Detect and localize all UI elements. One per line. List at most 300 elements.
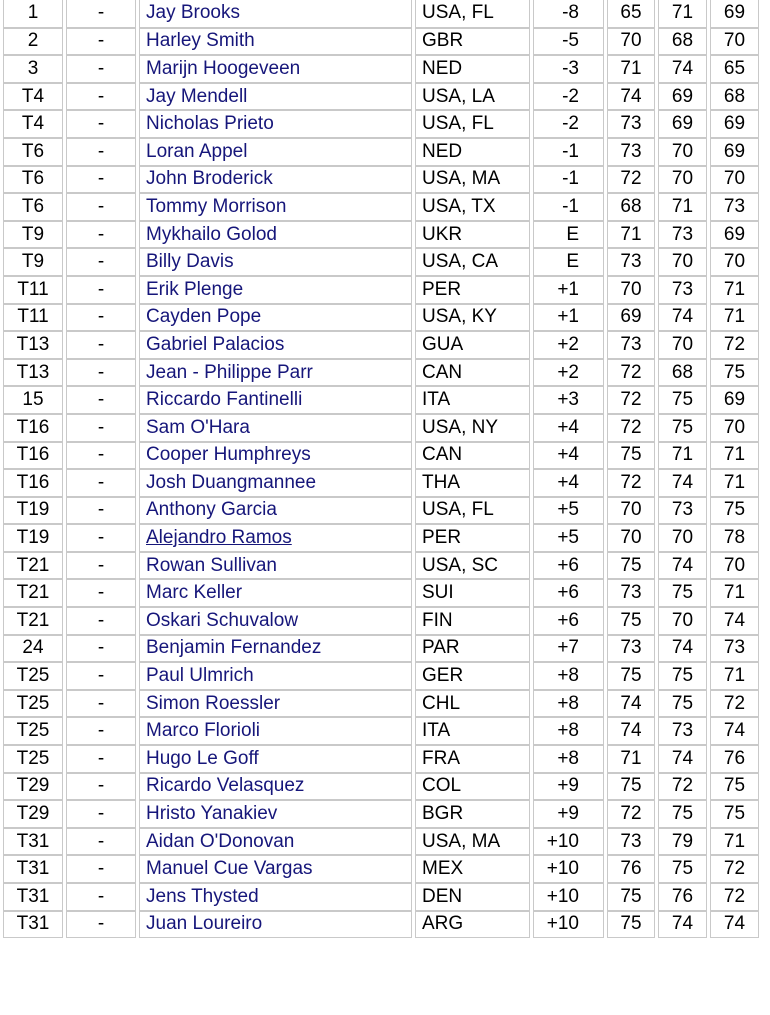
player-name-link[interactable]: Hugo Le Goff (146, 747, 259, 769)
round2-score-cell: 74 (658, 911, 707, 939)
country-cell: USA, KY (415, 304, 530, 332)
round2-score-cell: 74 (658, 304, 707, 332)
movement-cell: - (66, 690, 136, 718)
round2-score-cell: 70 (658, 166, 707, 194)
position-cell: T25 (3, 662, 63, 690)
round2-score-cell: 68 (658, 28, 707, 56)
position-cell: T13 (3, 359, 63, 387)
round2-score-cell: 75 (658, 662, 707, 690)
round2-score-cell: 74 (658, 469, 707, 497)
player-name-cell[interactable] (139, 276, 412, 304)
table-row (3, 773, 759, 801)
round2-score-cell: 73 (658, 221, 707, 249)
player-name-cell[interactable] (139, 110, 412, 138)
country-cell: BGR (415, 800, 530, 828)
table-row (3, 28, 759, 56)
table-row (3, 883, 759, 911)
table-row (3, 552, 759, 580)
table-row (3, 248, 759, 276)
round1-score-cell: 72 (607, 414, 655, 442)
round2-score-cell: 69 (658, 83, 707, 111)
player-name-link[interactable]: Aidan O'Donovan (146, 830, 295, 852)
player-name-link[interactable]: Alejandro Ramos (146, 527, 292, 549)
round2-score-cell: 74 (658, 552, 707, 580)
player-name-link[interactable]: Billy Davis (146, 251, 234, 273)
round2-score-cell: 70 (658, 248, 707, 276)
country-cell: USA, FL (415, 0, 530, 28)
player-name-link[interactable]: Mykhailo Golod (146, 223, 277, 245)
player-name-cell[interactable] (139, 717, 412, 745)
movement-cell: - (66, 883, 136, 911)
movement-cell: - (66, 304, 136, 332)
table-row (3, 662, 759, 690)
movement-cell: - (66, 442, 136, 470)
player-name-link[interactable]: Marc Keller (146, 582, 243, 604)
position-cell: 2 (3, 28, 63, 56)
player-name-link[interactable]: Ricardo Velasquez (146, 775, 305, 797)
player-name-cell[interactable] (139, 883, 412, 911)
position-cell: T19 (3, 497, 63, 525)
movement-cell: - (66, 166, 136, 194)
round1-score-cell: 69 (607, 304, 655, 332)
player-name-cell[interactable] (139, 331, 412, 359)
position-cell: T21 (3, 552, 63, 580)
table-row (3, 55, 759, 83)
position-cell: T31 (3, 855, 63, 883)
table-row (3, 497, 759, 525)
table-row (3, 138, 759, 166)
round3-score-cell: 73 (710, 193, 759, 221)
table-row (3, 166, 759, 194)
movement-cell: - (66, 276, 136, 304)
round3-score-cell: 76 (710, 745, 759, 773)
table-row (3, 414, 759, 442)
movement-cell: - (66, 911, 136, 939)
round3-score-cell: 71 (710, 276, 759, 304)
table-row (3, 911, 759, 939)
round2-score-cell: 74 (658, 635, 707, 663)
movement-cell: - (66, 717, 136, 745)
position-cell: T9 (3, 221, 63, 249)
total-to-par-cell: +8 (533, 717, 604, 745)
round3-score-cell: 74 (710, 911, 759, 939)
player-name-link[interactable]: Jean - Philippe Parr (146, 361, 313, 383)
player-name-link[interactable]: Harley Smith (146, 30, 255, 52)
round1-score-cell: 73 (607, 110, 655, 138)
round2-score-cell: 71 (658, 442, 707, 470)
player-name-cell[interactable] (139, 662, 412, 690)
total-to-par-cell: +4 (533, 414, 604, 442)
player-name-link[interactable]: Marco Florioli (146, 720, 261, 742)
round1-score-cell: 75 (607, 607, 655, 635)
country-cell: GBR (415, 28, 530, 56)
round1-score-cell: 73 (607, 828, 655, 856)
movement-cell: - (66, 193, 136, 221)
player-name-cell[interactable] (139, 690, 412, 718)
player-name-cell[interactable] (139, 469, 412, 497)
player-name-link[interactable]: Loran Appel (146, 140, 248, 162)
round3-score-cell: 72 (710, 331, 759, 359)
player-name-cell[interactable] (139, 55, 412, 83)
round3-score-cell: 69 (710, 386, 759, 414)
total-to-par-cell: +9 (533, 773, 604, 801)
round1-score-cell: 73 (607, 331, 655, 359)
player-name-link[interactable]: Jay Mendell (146, 85, 248, 107)
movement-cell: - (66, 28, 136, 56)
round1-score-cell: 71 (607, 745, 655, 773)
round2-score-cell: 79 (658, 828, 707, 856)
round2-score-cell: 69 (658, 110, 707, 138)
player-name-link[interactable]: Hristo Yanakiev (146, 803, 278, 825)
position-cell: T31 (3, 828, 63, 856)
country-cell: SUI (415, 579, 530, 607)
player-name-link[interactable]: Gabriel Palacios (146, 333, 285, 355)
table-row (3, 828, 759, 856)
movement-cell: - (66, 773, 136, 801)
total-to-par-cell: +4 (533, 442, 604, 470)
round1-score-cell: 68 (607, 193, 655, 221)
player-name-link[interactable]: Riccardo Fantinelli (146, 389, 303, 411)
player-name-link[interactable]: Jay Brooks (146, 2, 240, 24)
country-cell: COL (415, 773, 530, 801)
position-cell: T16 (3, 414, 63, 442)
player-name-link[interactable]: Juan Loureiro (146, 913, 263, 935)
movement-cell: - (66, 0, 136, 28)
round1-score-cell: 73 (607, 579, 655, 607)
movement-cell: - (66, 524, 136, 552)
position-cell: T21 (3, 579, 63, 607)
total-to-par-cell: -1 (533, 166, 604, 194)
player-name-cell[interactable] (139, 442, 412, 470)
position-cell: T29 (3, 800, 63, 828)
movement-cell: - (66, 635, 136, 663)
round2-score-cell: 73 (658, 717, 707, 745)
player-name-cell[interactable] (139, 635, 412, 663)
total-to-par-cell: -1 (533, 138, 604, 166)
table-row (3, 442, 759, 470)
round2-score-cell: 70 (658, 138, 707, 166)
round1-score-cell: 70 (607, 497, 655, 525)
country-cell: GUA (415, 331, 530, 359)
round3-score-cell: 70 (710, 414, 759, 442)
table-row (3, 800, 759, 828)
leaderboard-body (3, 0, 759, 938)
total-to-par-cell: +7 (533, 635, 604, 663)
player-name-link[interactable]: Anthony Garcia (146, 499, 277, 521)
round1-score-cell: 72 (607, 800, 655, 828)
position-cell: 24 (3, 635, 63, 663)
table-row (3, 745, 759, 773)
round2-score-cell: 71 (658, 193, 707, 221)
round1-score-cell: 72 (607, 359, 655, 387)
player-name-link[interactable]: Oskari Schuvalow (146, 609, 299, 631)
movement-cell: - (66, 800, 136, 828)
position-cell: T16 (3, 442, 63, 470)
round3-score-cell: 69 (710, 138, 759, 166)
player-name-cell[interactable] (139, 166, 412, 194)
player-name-cell[interactable] (139, 221, 412, 249)
round3-score-cell: 72 (710, 855, 759, 883)
player-name-link[interactable]: Tommy Morrison (146, 195, 287, 217)
round2-score-cell: 75 (658, 800, 707, 828)
round1-score-cell: 72 (607, 469, 655, 497)
country-cell: USA, FL (415, 497, 530, 525)
round1-score-cell: 72 (607, 166, 655, 194)
movement-cell: - (66, 579, 136, 607)
movement-cell: - (66, 221, 136, 249)
country-cell: USA, MA (415, 828, 530, 856)
country-cell: CAN (415, 359, 530, 387)
player-name-cell[interactable] (139, 800, 412, 828)
total-to-par-cell: +4 (533, 469, 604, 497)
total-to-par-cell: +8 (533, 690, 604, 718)
movement-cell: - (66, 855, 136, 883)
round3-score-cell: 72 (710, 883, 759, 911)
total-to-par-cell: -2 (533, 83, 604, 111)
total-to-par-cell: +6 (533, 607, 604, 635)
table-row (3, 855, 759, 883)
round3-score-cell: 72 (710, 690, 759, 718)
country-cell: NED (415, 55, 530, 83)
table-row (3, 717, 759, 745)
total-to-par-cell: E (533, 248, 604, 276)
total-to-par-cell: +1 (533, 304, 604, 332)
player-name-link[interactable]: Paul Ulmrich (146, 665, 254, 687)
country-cell: ITA (415, 386, 530, 414)
round3-score-cell: 75 (710, 800, 759, 828)
total-to-par-cell: +9 (533, 800, 604, 828)
table-row (3, 276, 759, 304)
round3-score-cell: 75 (710, 359, 759, 387)
round3-score-cell: 65 (710, 55, 759, 83)
round1-score-cell: 74 (607, 690, 655, 718)
total-to-par-cell: +2 (533, 331, 604, 359)
player-name-link[interactable]: Benjamin Fernandez (146, 637, 322, 659)
movement-cell: - (66, 359, 136, 387)
country-cell: ARG (415, 911, 530, 939)
round3-score-cell: 71 (710, 579, 759, 607)
round3-score-cell: 68 (710, 83, 759, 111)
player-name-cell[interactable] (139, 745, 412, 773)
table-row (3, 579, 759, 607)
table-row (3, 690, 759, 718)
total-to-par-cell: +8 (533, 745, 604, 773)
table-row (3, 386, 759, 414)
position-cell: T11 (3, 304, 63, 332)
total-to-par-cell: +3 (533, 386, 604, 414)
position-cell: T29 (3, 773, 63, 801)
round3-score-cell: 71 (710, 469, 759, 497)
table-row (3, 607, 759, 635)
total-to-par-cell: -2 (533, 110, 604, 138)
round1-score-cell: 70 (607, 276, 655, 304)
player-name-cell[interactable] (139, 138, 412, 166)
round2-score-cell: 68 (658, 359, 707, 387)
player-name-link[interactable]: Erik Plenge (146, 278, 244, 300)
position-cell: T19 (3, 524, 63, 552)
round3-score-cell: 75 (710, 497, 759, 525)
total-to-par-cell: +10 (533, 855, 604, 883)
round3-score-cell: 73 (710, 635, 759, 663)
country-cell: FIN (415, 607, 530, 635)
total-to-par-cell: -8 (533, 0, 604, 28)
total-to-par-cell: +1 (533, 276, 604, 304)
movement-cell: - (66, 248, 136, 276)
table-row (3, 193, 759, 221)
player-name-link[interactable]: Marijn Hoogeveen (146, 57, 301, 79)
position-cell: T4 (3, 83, 63, 111)
player-name-cell[interactable] (139, 855, 412, 883)
player-name-cell[interactable] (139, 828, 412, 856)
player-name-cell[interactable] (139, 414, 412, 442)
movement-cell: - (66, 414, 136, 442)
player-name-cell[interactable] (139, 497, 412, 525)
total-to-par-cell: +10 (533, 911, 604, 939)
player-name-cell[interactable] (139, 83, 412, 111)
round1-score-cell: 65 (607, 0, 655, 28)
round1-score-cell: 75 (607, 662, 655, 690)
table-row (3, 469, 759, 497)
movement-cell: - (66, 828, 136, 856)
round2-score-cell: 76 (658, 883, 707, 911)
country-cell: PER (415, 276, 530, 304)
position-cell: T4 (3, 110, 63, 138)
round3-score-cell: 70 (710, 552, 759, 580)
round1-score-cell: 75 (607, 773, 655, 801)
player-name-link[interactable]: Rowan Sullivan (146, 554, 277, 576)
round1-score-cell: 75 (607, 552, 655, 580)
country-cell: USA, SC (415, 552, 530, 580)
round2-score-cell: 75 (658, 414, 707, 442)
position-cell: T6 (3, 138, 63, 166)
position-cell: T13 (3, 331, 63, 359)
round2-score-cell: 74 (658, 745, 707, 773)
country-cell: USA, NY (415, 414, 530, 442)
player-name-link[interactable]: Simon Roessler (146, 692, 281, 714)
player-name-link[interactable]: Manuel Cue Vargas (146, 858, 313, 880)
movement-cell: - (66, 138, 136, 166)
position-cell: T25 (3, 690, 63, 718)
total-to-par-cell: +5 (533, 524, 604, 552)
round3-score-cell: 78 (710, 524, 759, 552)
position-cell: 3 (3, 55, 63, 83)
round2-score-cell: 70 (658, 607, 707, 635)
round3-score-cell: 71 (710, 662, 759, 690)
round2-score-cell: 75 (658, 690, 707, 718)
table-row (3, 524, 759, 552)
country-cell: PAR (415, 635, 530, 663)
movement-cell: - (66, 745, 136, 773)
player-name-cell[interactable] (139, 359, 412, 387)
position-cell: T6 (3, 193, 63, 221)
total-to-par-cell: +2 (533, 359, 604, 387)
player-name-cell[interactable] (139, 524, 412, 552)
total-to-par-cell: +5 (533, 497, 604, 525)
round1-score-cell: 71 (607, 55, 655, 83)
table-row (3, 83, 759, 111)
round3-score-cell: 69 (710, 0, 759, 28)
player-name-cell[interactable] (139, 911, 412, 939)
player-name-cell[interactable] (139, 193, 412, 221)
player-name-cell[interactable] (139, 773, 412, 801)
round1-score-cell: 75 (607, 883, 655, 911)
player-name-cell[interactable] (139, 304, 412, 332)
movement-cell: - (66, 552, 136, 580)
country-cell: CAN (415, 442, 530, 470)
total-to-par-cell: -1 (533, 193, 604, 221)
movement-cell: - (66, 55, 136, 83)
position-cell: T11 (3, 276, 63, 304)
player-name-cell[interactable] (139, 579, 412, 607)
position-cell: T31 (3, 883, 63, 911)
position-cell: T16 (3, 469, 63, 497)
round1-score-cell: 70 (607, 524, 655, 552)
total-to-par-cell: E (533, 221, 604, 249)
movement-cell: - (66, 386, 136, 414)
round1-score-cell: 74 (607, 717, 655, 745)
player-name-link[interactable]: Nicholas Prieto (146, 113, 274, 135)
country-cell: USA, FL (415, 110, 530, 138)
player-name-cell[interactable] (139, 607, 412, 635)
player-name-link[interactable]: Sam O'Hara (146, 416, 250, 438)
round3-score-cell: 75 (710, 773, 759, 801)
table-row (3, 110, 759, 138)
round1-score-cell: 74 (607, 83, 655, 111)
round3-score-cell: 71 (710, 304, 759, 332)
country-cell: GER (415, 662, 530, 690)
round2-score-cell: 75 (658, 386, 707, 414)
player-name-link[interactable]: Cooper Humphreys (146, 444, 311, 466)
player-name-link[interactable]: Jens Thysted (146, 885, 259, 907)
player-name-cell[interactable] (139, 248, 412, 276)
player-name-cell[interactable] (139, 386, 412, 414)
position-cell: T31 (3, 911, 63, 939)
round1-score-cell: 75 (607, 911, 655, 939)
country-cell: UKR (415, 221, 530, 249)
round3-score-cell: 71 (710, 442, 759, 470)
round3-score-cell: 74 (710, 717, 759, 745)
position-cell: 1 (3, 0, 63, 28)
round2-score-cell: 73 (658, 497, 707, 525)
round2-score-cell: 73 (658, 276, 707, 304)
player-name-link[interactable]: Josh Duangmannee (146, 471, 317, 493)
movement-cell: - (66, 607, 136, 635)
player-name-link[interactable]: Cayden Pope (146, 306, 262, 328)
total-to-par-cell: +10 (533, 828, 604, 856)
player-name-cell[interactable] (139, 552, 412, 580)
round3-score-cell: 70 (710, 166, 759, 194)
country-cell: CHL (415, 690, 530, 718)
country-cell: USA, CA (415, 248, 530, 276)
player-name-cell[interactable] (139, 28, 412, 56)
total-to-par-cell: -3 (533, 55, 604, 83)
country-cell: PER (415, 524, 530, 552)
country-cell: THA (415, 469, 530, 497)
country-cell: ITA (415, 717, 530, 745)
round2-score-cell: 70 (658, 524, 707, 552)
movement-cell: - (66, 497, 136, 525)
total-to-par-cell: +10 (533, 883, 604, 911)
movement-cell: - (66, 662, 136, 690)
position-cell: 15 (3, 386, 63, 414)
player-name-link[interactable]: John Broderick (146, 168, 273, 190)
country-cell: USA, MA (415, 166, 530, 194)
table-row (3, 304, 759, 332)
player-name-cell[interactable] (139, 0, 412, 28)
position-cell: T6 (3, 166, 63, 194)
total-to-par-cell: +8 (533, 662, 604, 690)
round1-score-cell: 70 (607, 28, 655, 56)
